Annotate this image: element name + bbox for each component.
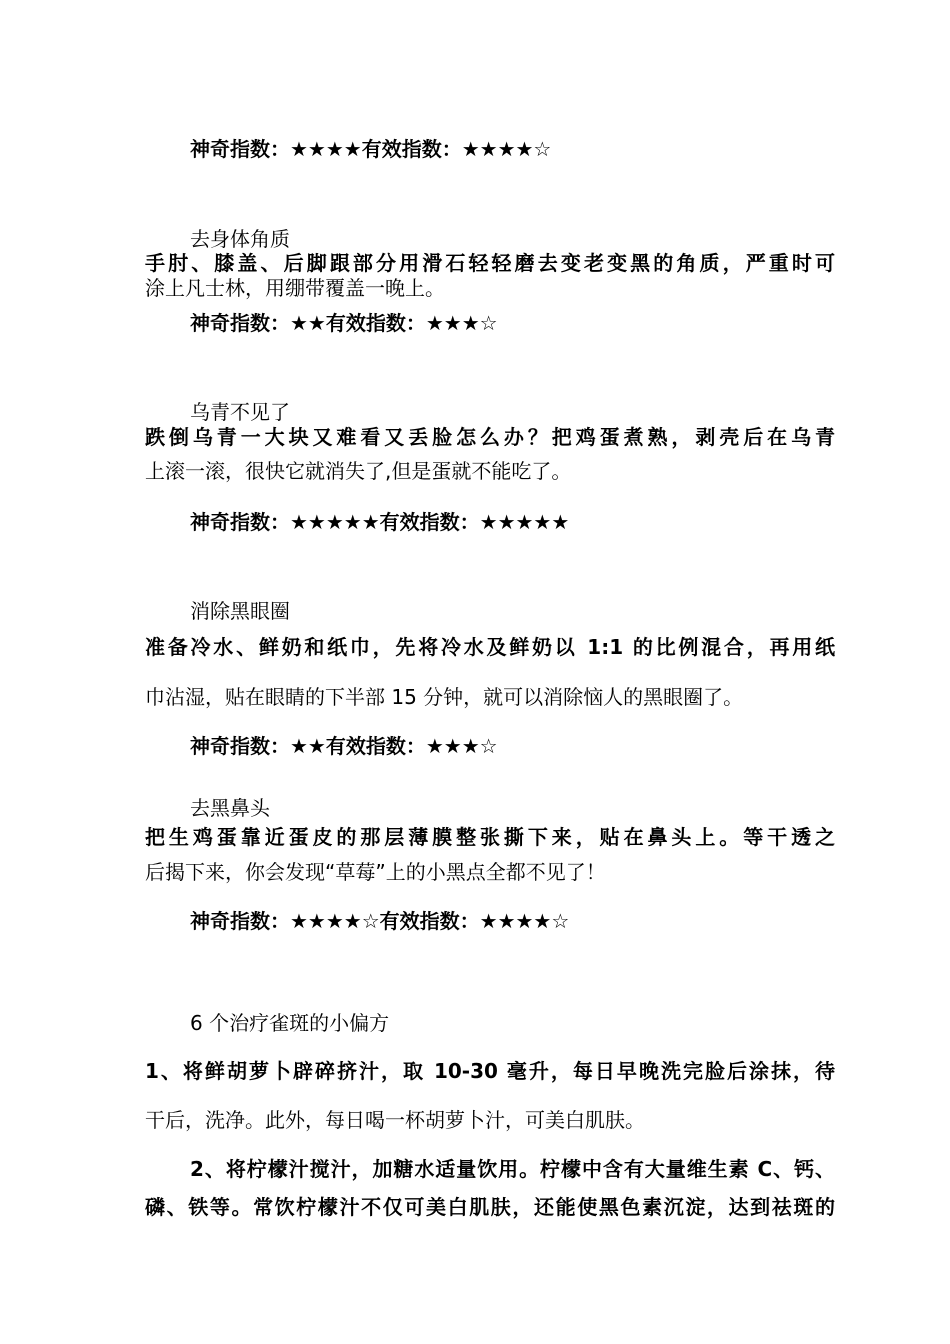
body-line: 准备冷水、鲜奶和纸巾，先将冷水及鲜奶以 1:1 的比例混合，再用纸 xyxy=(145,635,835,659)
section-title: 6 个治疗雀斑的小偏方 xyxy=(190,1011,390,1035)
rating-line: 神奇指数：★★★★☆有效指数：★★★★☆ xyxy=(190,909,570,933)
body-line: 1、将鲜胡萝卜辟碎挤汁，取 10-30 毫升，每日早晚洗完脸后涂抹，待 xyxy=(145,1059,835,1083)
body-line: 把生鸡蛋靠近蛋皮的那层薄膜整张撕下来，贴在鼻头上。等干透之 xyxy=(145,825,835,849)
body-line: 跌倒乌青一大块又难看又丢脸怎么办？把鸡蛋煮熟，剥壳后在乌青 xyxy=(145,425,835,449)
rating-line: 神奇指数：★★有效指数：★★★☆ xyxy=(190,734,498,758)
rating-line: 神奇指数：★★★★有效指数：★★★★☆ xyxy=(190,137,552,161)
body-line: 上滚一滚，很快它就消失了,但是蛋就不能吃了。 xyxy=(145,459,572,483)
body-line: 手肘、膝盖、后脚跟部分用滑石轻轻磨去变老变黑的角质，严重时可 xyxy=(145,251,835,275)
section-title: 去身体角质 xyxy=(190,227,290,251)
section-title: 去黑鼻头 xyxy=(190,796,270,820)
section-title: 乌青不见了 xyxy=(190,400,290,424)
body-line: 后揭下来，你会发现“草莓”上的小黑点全都不见了！ xyxy=(145,860,606,884)
body-line: 2、将柠檬汁搅汁，加糖水适量饮用。柠檬中含有大量维生素 C、钙、 xyxy=(190,1157,835,1181)
body-line: 磷、铁等。常饮柠檬汁不仅可美白肌肤，还能使黑色素沉淀，达到祛斑的 xyxy=(145,1195,835,1219)
body-line: 干后，洗净。此外，每日喝一杯胡萝卜汁，可美白肌肤。 xyxy=(145,1108,645,1132)
rating-line: 神奇指数：★★有效指数：★★★☆ xyxy=(190,311,498,335)
rating-line: 神奇指数：★★★★★有效指数：★★★★★ xyxy=(190,510,570,534)
section-title: 消除黑眼圈 xyxy=(190,599,290,623)
body-line: 涂上凡士林，用绷带覆盖一晚上。 xyxy=(145,276,445,300)
body-line: 巾沾湿，贴在眼睛的下半部 15 分钟，就可以消除恼人的黑眼圈了。 xyxy=(145,685,744,709)
